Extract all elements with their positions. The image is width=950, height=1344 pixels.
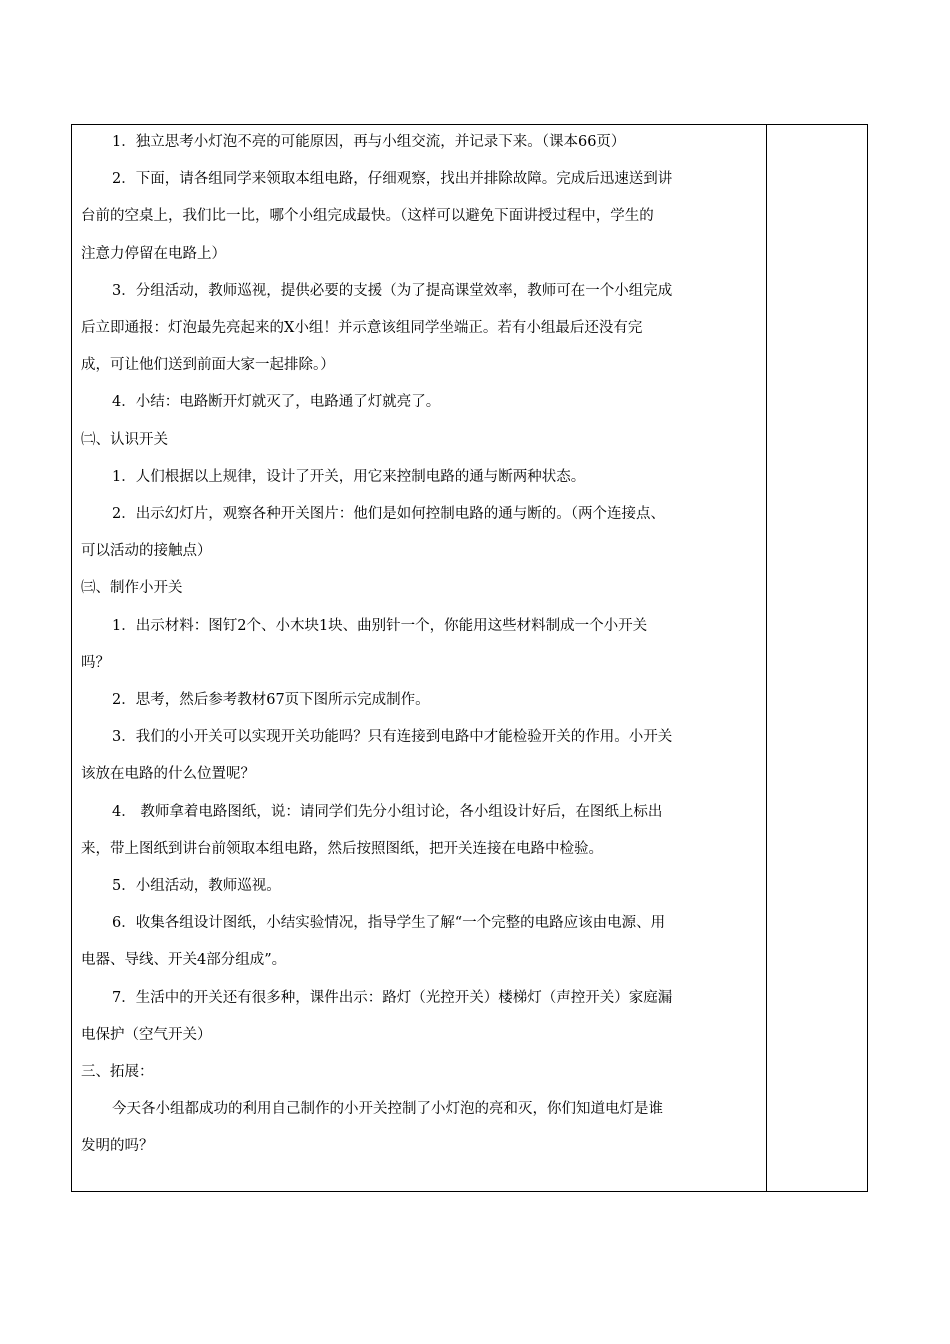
text-line: 成，可让他们送到前面大家一起排除。） (81, 357, 335, 374)
text-line: 2．下面，请各组同学来领取本组电路，仔细观察，找出并排除故障。完成后迅速送到讲 (112, 171, 673, 188)
text-line: 2．思考，然后参考教材67页下图所示完成制作。 (112, 692, 430, 709)
text-line: 注意力停留在电路上） (81, 245, 226, 262)
text-line: 3．分组活动，教师巡视，提供必要的支援（为了提高课堂效率，教师可在一个小组完成 (112, 282, 673, 299)
text-line: ㈢、制作小开关 (81, 580, 183, 597)
text-line: 4． 教师拿着电路图纸，说：请同学们先分小组讨论，各小组设计好后，在图纸上标出 (112, 803, 663, 820)
text-line: 电器、导线、开关4部分组成”。 (81, 952, 287, 969)
text-line: ㈡、认识开关 (81, 431, 168, 448)
text-line: 今天各小组都成功的利用自己制作的小开关控制了小灯泡的亮和灭，你们知道电灯是谁 (112, 1101, 663, 1118)
text-line: 台前的空桌上，我们比一比，哪个小组完成最快。（这样可以避免下面讲授过程中，学生的 (81, 208, 654, 225)
text-line: 吗？ (81, 654, 110, 671)
text-line: 发明的吗？ (81, 1138, 154, 1155)
text-line: 1．人们根据以上规律，设计了开关，用它来控制电路的通与断两种状态。 (112, 468, 586, 485)
text-line: 1．出示材料：图钉2个、小木块1块、曲别针一个，你能用这些材料制成一个小开关 (112, 617, 648, 634)
text-line: 该放在电路的什么位置呢？ (81, 766, 255, 783)
text-line: 来，带上图纸到讲台前领取本组电路，然后按照图纸，把开关连接在电路中检验。 (81, 840, 603, 857)
text-line: 1．独立思考小灯泡不亮的可能原因，再与小组交流，并记录下来。（课本66页） (112, 134, 626, 150)
text-line: 7．生活中的开关还有很多种，课件出示：路灯（光控开关）楼梯灯（声控开关）家庭漏 (112, 989, 673, 1006)
text-line: 后立即通报：灯泡最先亮起来的X小组！并示意该组同学坐端正。若有小组最后还没有完 (81, 320, 643, 337)
lesson-content (81, 124, 759, 1166)
text-line: 5．小组活动，教师巡视。 (112, 878, 281, 895)
text-line: 电保护（空气开关） (81, 1026, 212, 1043)
text-line: 三、拓展： (81, 1064, 154, 1081)
table-column-divider (766, 124, 767, 1192)
text-line: 2．出示幻灯片，观察各种开关图片：他们是如何控制电路的通与断的。（两个连接点、 (112, 506, 665, 523)
text-line: 可以活动的接触点） (81, 543, 212, 560)
text-line: 4．小结：电路断开灯就灭了，电路通了灯就亮了。 (112, 394, 441, 411)
text-line: 6．收集各组设计图纸，小结实验情况，指导学生了解“一个完整的电路应该由电源、用 (112, 915, 666, 932)
text-line: 3．我们的小开关可以实现开关功能吗？只有连接到电路中才能检验开关的作用。小开关 (112, 729, 673, 746)
